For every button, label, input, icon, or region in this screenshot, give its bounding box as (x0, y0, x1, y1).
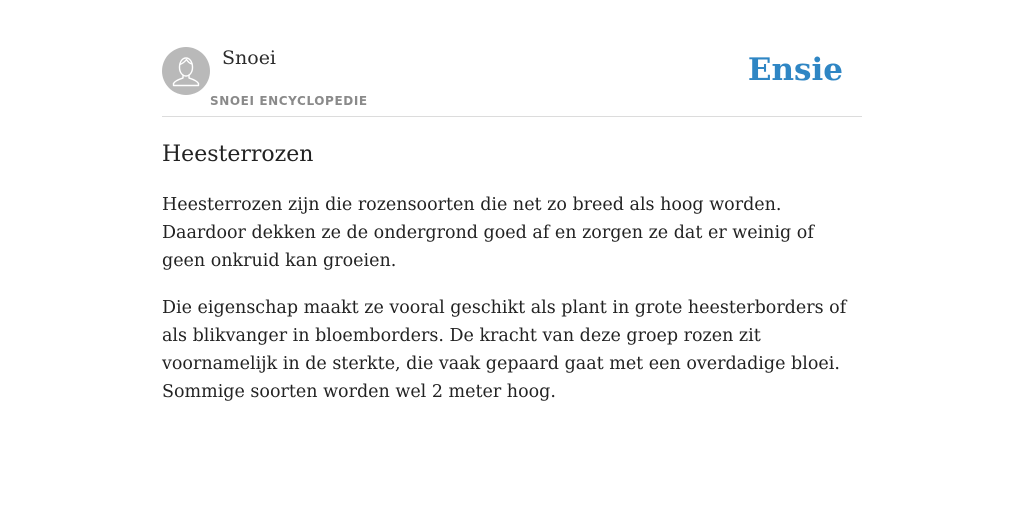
user-silhouette-icon (162, 47, 210, 95)
brand-logo[interactable]: Ensie (747, 52, 843, 88)
article-paragraph: Die eigenschap maakt ze vooral geschikt als plant in grote heesterborders of als blikvanger in bloemborders. De kracht van deze groep rozen zit voornamelijk in de sterkte, die vaak gepaard gaat met een overdadige bloei. Sommige soorten worden wel 2 meter hoog. (162, 298, 847, 402)
article-title: Heesterrozen (162, 142, 314, 167)
author-avatar[interactable] (162, 47, 210, 95)
author-name[interactable]: Snoei (222, 47, 277, 69)
article-paragraph: Heesterrozen zijn die rozensoorten die net zo breed als hoog worden. Daardoor dekken ze de ondergrond goed af en zorgen ze dat er weinig of geen onkruid kan groeien. (162, 195, 814, 271)
article-header (162, 0, 862, 117)
author-subtitle[interactable]: SNOEI ENCYCLOPEDIE (210, 94, 368, 108)
article-body (162, 139, 862, 425)
